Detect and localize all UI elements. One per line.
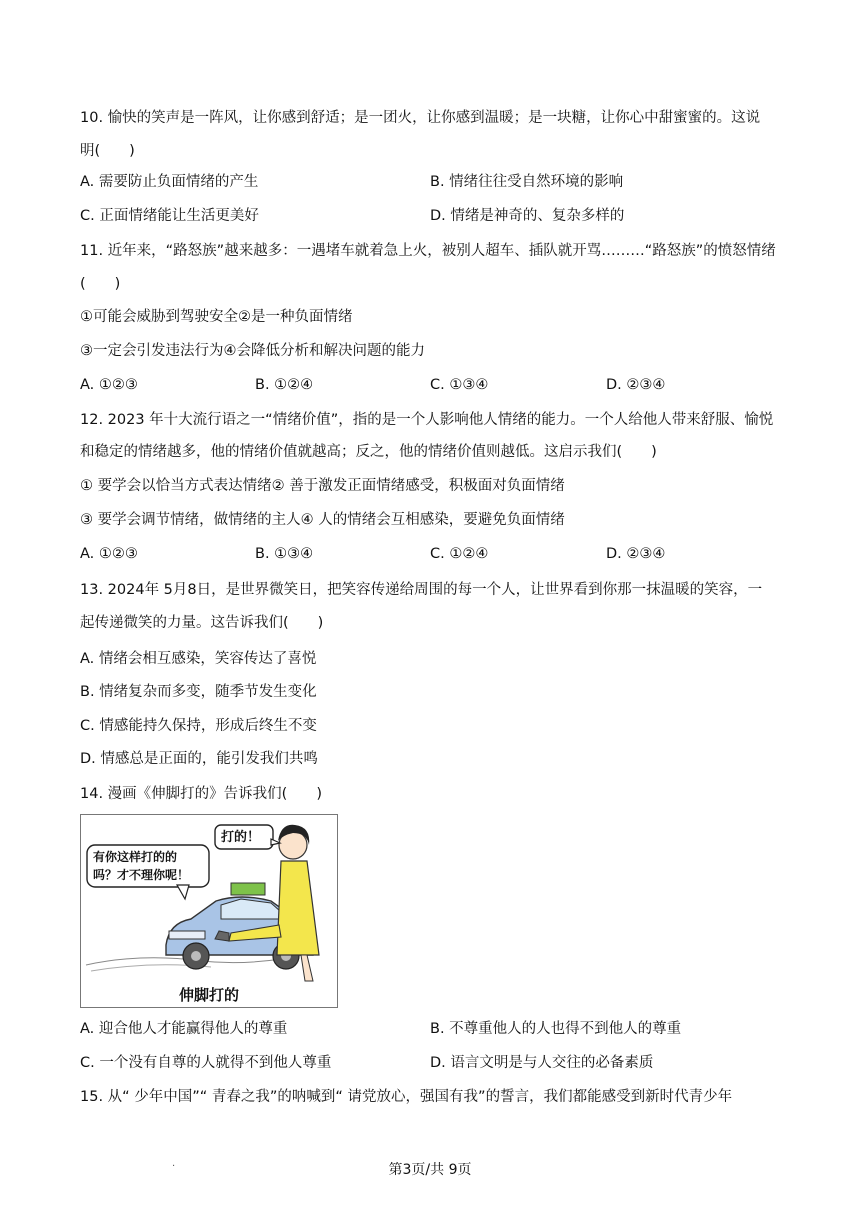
- q10-stem-line1: 10. 愉快的笑声是一阵风，让你感到舒适；是一团火，让你感到温暖；是一块糖，让你心中甜蜜蜜的。这说: [80, 110, 761, 126]
- q12-statements-2: ③ 要学会调节情绪，做情绪的主人④ 人的情绪会互相感染，要避免负面情绪: [80, 512, 565, 528]
- q10-option-d: D. 情绪是神奇的、复杂多样的: [430, 208, 625, 224]
- q11-option-b: B. ①②④: [255, 377, 314, 393]
- q12-option-b: B. ①③④: [255, 546, 314, 562]
- cartoon-bubble-car-line1: 有你这样打的的: [93, 850, 178, 864]
- q13-option-d: D. 情感总是正面的，能引发我们共鸣: [80, 751, 318, 767]
- q14-option-d: D. 语言文明是与人交往的必备素质: [430, 1055, 654, 1071]
- q13-stem-line2: 起传递微笑的力量。这告诉我们( ): [80, 615, 324, 631]
- q13-stem-line1: 13. 2024年 5月8日，是世界微笑日，把笑容传递给周围的每一个人，让世界看到你那一抹温暖的笑容，一: [80, 582, 763, 598]
- footer-dot: .: [172, 1158, 176, 1169]
- q14-stem-line1: 14. 漫画《伸脚打的》告诉我们( ): [80, 786, 322, 802]
- q14-option-a: A. 迎合他人才能赢得他人的尊重: [80, 1021, 288, 1037]
- q11-option-d: D. ②③④: [606, 377, 666, 393]
- q10-stem-line2: 明( ): [80, 143, 135, 159]
- q11-stem-line2: ( ): [80, 276, 121, 292]
- q11-statements-2: ③一定会引发违法行为④会降低分析和解决问题的能力: [80, 343, 425, 359]
- q12-option-a: A. ①②③: [80, 546, 138, 562]
- cartoon-drawing: [81, 815, 337, 985]
- q12-option-c: C. ①②④: [430, 546, 489, 562]
- q10-option-c: C. 正面情绪能让生活更美好: [80, 208, 259, 224]
- q14-option-c: C. 一个没有自尊的人就得不到他人尊重: [80, 1055, 332, 1071]
- cartoon-caption: 伸脚打的: [178, 986, 239, 1004]
- cartoon-image: [80, 814, 338, 1008]
- q11-stem-line1: 11. 近年来，“路怒族”越来越多：一遇堵车就着急上火，被别人超车、插队就开骂………“路怒族”的愤怒情绪: [80, 243, 776, 259]
- q12-option-d: D. ②③④: [606, 546, 666, 562]
- q12-stem-line2: 和稳定的情绪越多，他的情绪价值就越高；反之，他的情绪价值则越低。这启示我们( ): [80, 444, 657, 460]
- q13-option-a: A. 情绪会相互感染，笑容传达了喜悦: [80, 651, 317, 667]
- q11-statements-1: ①可能会威胁到驾驶安全②是一种负面情绪: [80, 309, 353, 325]
- q14-option-b: B. 不尊重他人的人也得不到他人的尊重: [430, 1021, 682, 1037]
- q10-option-a: A. 需要防止负面情绪的产生: [80, 174, 259, 190]
- page-number: 第3页/共 9页: [388, 1162, 472, 1178]
- q11-option-a: A. ①②③: [80, 377, 138, 393]
- q13-option-c: C. 情感能持久保持，形成后终生不变: [80, 718, 317, 734]
- cartoon-bubble-car-line2: 吗？才不理你呢！: [93, 868, 190, 882]
- cartoon-bubble-woman: 打的！: [221, 830, 261, 845]
- q12-statements-1: ① 要学会以恰当方式表达情绪② 善于激发正面情绪感受，积极面对负面情绪: [80, 478, 565, 494]
- q15-stem-line1: 15. 从“ 少年中国”“ 青春之我”的呐喊到“ 请党放心，强国有我”的誓言，我们都能感受到新时代青少年: [80, 1089, 733, 1105]
- q10-option-b: B. 情绪往往受自然环境的影响: [430, 174, 624, 190]
- q12-stem-line1: 12. 2023 年十大流行语之一“情绪价值”，指的是一个人影响他人情绪的能力。一个人给他人带来舒服、愉悦: [80, 412, 774, 428]
- q11-option-c: C. ①③④: [430, 377, 489, 393]
- q13-option-b: B. 情绪复杂而多变，随季节发生变化: [80, 684, 317, 700]
